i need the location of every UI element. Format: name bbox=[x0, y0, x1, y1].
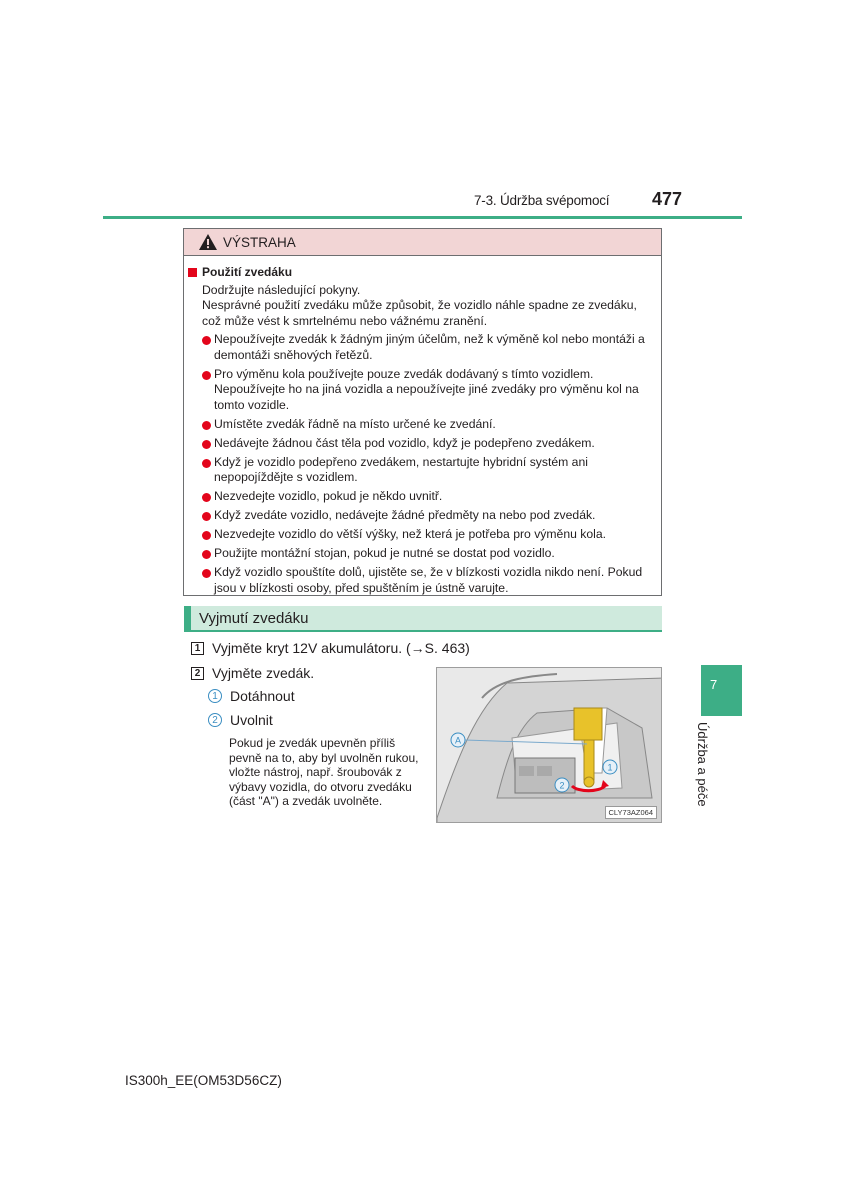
figure-label-2: 2 bbox=[559, 780, 565, 791]
circled-number-icon: 2 bbox=[208, 713, 222, 727]
warning-item-text: Nezvedejte vozidlo, pokud je někdo uvnitř. bbox=[214, 489, 443, 503]
warning-item-text: Když je vozidlo podepřeno zvedákem, nestartujte hybridní systém ani nepopojíždějte s vozidlem. bbox=[214, 454, 588, 484]
step-text: Vyjměte zvedák. bbox=[212, 665, 315, 681]
warning-item bbox=[184, 417, 655, 433]
sub-step-text: Uvolnit bbox=[230, 712, 273, 728]
warning-item-text: Když vozidlo spouštíte dolů, ujistěte se, že v blízkosti vozidla nikdo není. Pokud jsou v blízkosti osoby, před spuštěním je ústně varujte. bbox=[214, 565, 643, 595]
header-divider bbox=[103, 216, 742, 219]
step-text: Vyjměte kryt 12V akumulátoru. (→S. 463) bbox=[212, 640, 470, 656]
chapter-number: 7 bbox=[710, 677, 718, 692]
bullet-icon bbox=[202, 569, 211, 578]
warning-header bbox=[184, 229, 661, 256]
warning-intro-1: Dodržujte následující pokyny. bbox=[202, 282, 361, 297]
warning-item-text: Když zvedáte vozidlo, nedávejte žádné předměty na nebo pod zvedák. bbox=[214, 508, 596, 522]
warning-item-text: Nepoužívejte zvedák k žádným jiným účelům, než k výměně kol nebo montáži a demontáži sněhových řetězů. bbox=[214, 332, 645, 362]
warning-item-text: Pro výměnu kola používejte pouze zvedák dodávaný s tímto vozidlem. Nepoužívejte ho na jiná vozidla a nepoužívejte jiné zvedáky pro výměnu kol na tomto vozidle. bbox=[214, 366, 639, 412]
warning-subtitle bbox=[188, 265, 661, 281]
bullet-icon bbox=[202, 531, 211, 540]
warning-item bbox=[184, 436, 655, 452]
step-number-box: 2 bbox=[191, 667, 204, 680]
warning-item bbox=[184, 508, 655, 524]
warning-list bbox=[184, 332, 661, 596]
sub-step-2 bbox=[208, 712, 273, 728]
warning-box bbox=[183, 228, 662, 596]
step-number-box: 1 bbox=[191, 642, 204, 655]
figure-label-a: A bbox=[454, 735, 462, 746]
warning-item bbox=[184, 546, 655, 562]
sub-step-1 bbox=[208, 688, 295, 704]
section-title: Vyjmutí zvedáku bbox=[184, 606, 662, 632]
bullet-icon bbox=[202, 512, 211, 521]
trunk-jack-drawing bbox=[437, 668, 662, 823]
jack-illustration bbox=[436, 667, 662, 823]
warning-item bbox=[184, 332, 655, 363]
warning-item-text: Umístěte zvedák řádně na místo určené ke zvedání. bbox=[214, 416, 496, 431]
footer-model: IS300h_EE(OM53D56CZ) bbox=[125, 1073, 282, 1088]
bullet-icon bbox=[202, 440, 211, 449]
warning-item bbox=[184, 527, 655, 543]
step-1 bbox=[191, 640, 470, 656]
warning-item bbox=[184, 367, 655, 414]
sub-step-text: Dotáhnout bbox=[230, 688, 295, 704]
warning-title: VÝSTRAHA bbox=[223, 234, 296, 250]
figure-code: CLY73AZ064 bbox=[605, 806, 657, 819]
warning-item-text: Použijte montážní stojan, pokud je nutné se dostat pod vozidlo. bbox=[214, 546, 555, 560]
warning-item-text: Nezvedejte vozidlo do větší výšky, než která je potřeba pro výměnu kola. bbox=[214, 527, 606, 541]
bullet-icon bbox=[202, 371, 211, 380]
chapter-tab bbox=[701, 665, 742, 716]
warning-item bbox=[184, 565, 655, 596]
warning-intro-2: Nesprávné použití zvedáku může způsobit, že vozidlo náhle spadne ze zvedáku, což může vést k smrtelnému nebo vážnému zranění. bbox=[202, 298, 637, 328]
chapter-label: Údržba a péče bbox=[695, 722, 710, 807]
red-square-icon bbox=[188, 268, 197, 277]
warning-item bbox=[184, 455, 655, 486]
circled-number-icon: 1 bbox=[208, 689, 222, 703]
warning-item-text: Nedávejte žádnou část těla pod vozidlo, když je podepřeno zvedákem. bbox=[214, 435, 595, 450]
bullet-icon bbox=[202, 421, 211, 430]
bullet-icon bbox=[202, 459, 211, 468]
page-number: 477 bbox=[652, 189, 683, 209]
bullet-icon bbox=[202, 493, 211, 502]
figure-label-1: 1 bbox=[607, 762, 613, 773]
section-header: 7-3. Údržba svépomocí bbox=[474, 193, 610, 208]
subtitle-text: Použití zvedáku bbox=[202, 265, 293, 279]
step-2 bbox=[191, 665, 314, 681]
warning-item bbox=[184, 489, 655, 505]
bullet-icon bbox=[202, 336, 211, 345]
note-text: Pokud je zvedák upevněn příliš pevně na to, aby byl uvolněn rukou, vložte nástroj, např. šroubovák z výbavy vozidla, do otvoru zvedáku (část "A") a zvedák uvolněte. bbox=[229, 736, 419, 808]
warning-triangle-icon bbox=[198, 233, 218, 251]
bullet-icon bbox=[202, 550, 211, 559]
